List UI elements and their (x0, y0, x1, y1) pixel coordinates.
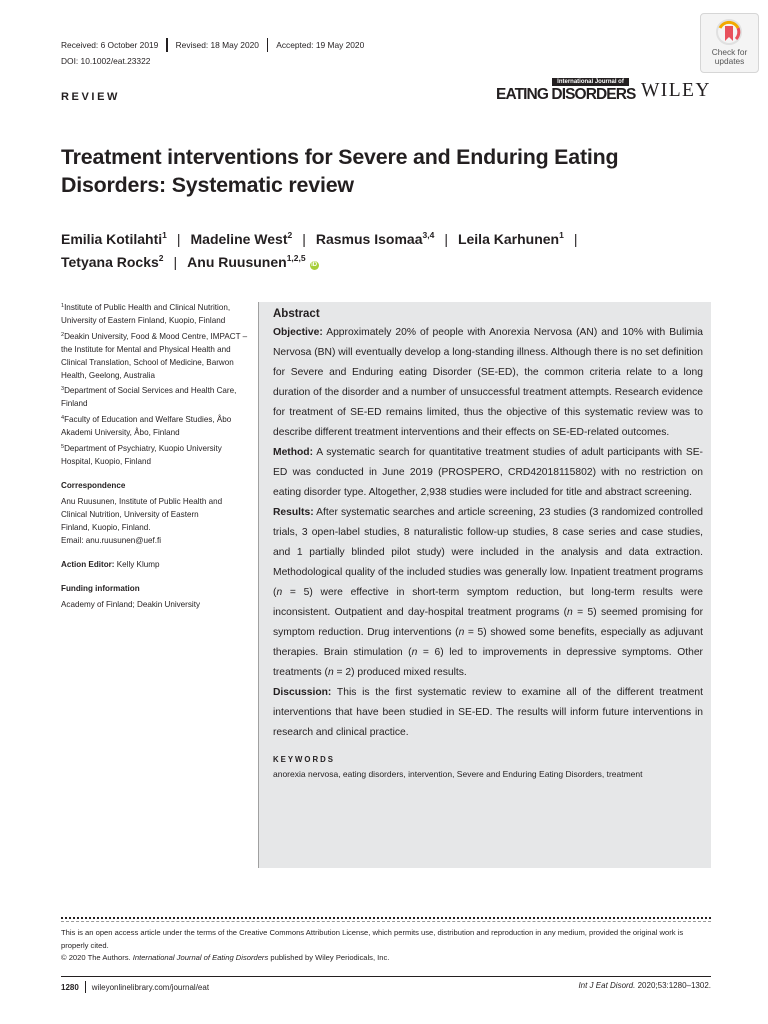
citation: Int J Eat Disord. 2020;53:1280–1302. (578, 981, 711, 990)
author[interactable]: Madeline West$^2$ (190, 230, 293, 247)
funding-text: Academy of Finland; Deakin University (61, 600, 201, 610)
journal-url[interactable]: wileyonlinelibrary.com/journal/eat (91, 982, 210, 992)
check-for-updates-label: Check for updates (711, 47, 748, 66)
footer-divider (61, 917, 711, 919)
doi[interactable]: DOI: 10.1002/eat.23322 (61, 56, 151, 66)
action-editor: Action Editor: Kelly Klump (61, 560, 160, 570)
correspondence-email[interactable]: Email: anu.ruusunen@uef.fi (61, 535, 162, 545)
affiliation: $^2$Deakin University, Food & Mood Centre, IMPACT – the Institute for Mental and Physical Health and Clinical Translation, School of Medicine, Barwon Health, Geelong, Australia (61, 331, 248, 380)
affiliation: $^1$Institute of Public Health and Clinical Nutrition, University of Eastern Finland, Kuopio, Finland (61, 303, 231, 325)
received-date: Received: 6 October 2019 (61, 40, 159, 50)
keywords: anorexia nervosa, eating disorders, intervention, Severe and Enduring Eating Disorders, treatment (273, 769, 643, 779)
keywords-heading: KEYWORDS (273, 755, 335, 764)
correspondence-heading: Correspondence (61, 480, 126, 490)
bookmark-ribbon-icon (716, 19, 742, 47)
publisher-logo: WILEY (641, 80, 711, 101)
separator: | (176, 231, 181, 247)
accepted-date: Accepted: 19 May 2020 (276, 40, 365, 50)
article-title: Treatment interventions for Severe and Enduring Eating Disorders: Systematic review (61, 145, 619, 197)
abstract-method: Method: A systematic search for quantitative treatment studies of adult participants with SE-ED was conducted in June 2019 (PROSPERO, CRD42018115802) with no restriction on eating disorder type. Altogether, 2,938 studies were included for title and abstract screening. (273, 447, 703, 498)
abstract-discussion: Discussion: This is the first systematic review to examine all of the different treatment interventions that have been studied in SE-ED. The results will inform future interventions in research and clinical practice. (273, 687, 703, 738)
footer-divider (61, 921, 711, 922)
journal-subtitle: International Journal of (552, 78, 629, 86)
divider (267, 38, 268, 52)
article-dates (61, 38, 364, 52)
abstract-objective: Objective: Approximately 20% of people with Anorexia Nervosa (AN) and 10% with Bulimia Nervosa (BN) will eventually develop a long-standing illness. Although there is no set definition for Severe and Enduring eating Disorder (SE-ED), the common criteria relate to a long duration of the disorder and a number of unsuccessful treatment attempts. Research evidence for treatment of SE-ED remains limited, thus the objective of this systematic review was to describe different treatment interventions and their effects on SE-ED-related outcomes. (273, 327, 703, 438)
separator: | (573, 231, 578, 247)
abstract-results: Results: After systematic searches and article screening, 23 studies (3 randomized controlled trials, 3 open-label studies, 8 naturalistic follow-up studies, 8 case series and case studies, and 1 partially blinded pilot study) were included in the analysis and data extraction. Methodological quality of the included studies was generally low. Inpatient treatment programs (n = 5) were effective in short-term symptom reduction, but long-term results were inconsistent. Outpatient and day-hospital treatment programs (n = 5) seemed promising for symptom reduction. Drug interventions (n = 5) showed some benefits, especially as adjuvant therapies. Brain stimulation (n = 6) led to improvements in depressive symptoms. Other treatments (n = 2) produced mixed results. (273, 507, 704, 678)
abstract-heading: Abstract (273, 308, 320, 320)
author[interactable]: Anu Ruusunen$^{1,2,5}$ (187, 253, 306, 270)
separator: | (302, 231, 306, 247)
author-list (61, 228, 711, 274)
affiliation: $^3$Department of Social Services and Health Care, Finland (61, 386, 237, 409)
correspondence-text: Anu Ruusunen, Institute of Public Health and Clinical Nutrition, University of Eastern Finland, Kuopio, Finland. Email: anu.ruusunen@uef.fi (61, 496, 223, 545)
divider (166, 38, 167, 52)
section-label: REVIEW (61, 91, 120, 103)
page-footer (61, 981, 209, 993)
journal-logo: EATING DISORDERS (496, 86, 636, 103)
page-number: 1280 (61, 982, 79, 992)
author[interactable]: Emilia Kotilahti$^1$ (61, 230, 167, 247)
separator: | (173, 254, 178, 270)
abstract-box (258, 302, 711, 868)
separator: | (444, 231, 448, 247)
page-footer-rule (61, 976, 711, 977)
affiliation: $^5$Department of Psychiatry, Kuopio University Hospital, Kuopio, Finland (61, 444, 222, 466)
author[interactable]: Leila Karhunen$^1$ (457, 230, 564, 247)
funding-heading: Funding information (61, 584, 140, 594)
author[interactable]: Rasmus Isomaa$^{3,4}$ (315, 230, 435, 247)
orcid-icon[interactable]: iD (311, 262, 318, 268)
license-notice: This is an open access article under the terms of the Creative Commons Attribution License, which permits use, distribution and reproduction in any medium, provided the original work is properly cited. © 2020 The Authors. International Journal of Eating Disorders published by Wiley Periodicals, Inc. (61, 928, 684, 963)
check-for-updates-button[interactable] (700, 13, 759, 73)
revised-date: Revised: 18 May 2020 (175, 40, 259, 50)
affiliations-sidebar (61, 302, 251, 615)
affiliation: $^4$Faculty of Education and Welfare Studies, Åbo Akademi University, Åbo, Finland (61, 415, 232, 438)
author[interactable]: Tetyana Rocks$^2$ (61, 253, 164, 270)
divider (85, 981, 86, 993)
